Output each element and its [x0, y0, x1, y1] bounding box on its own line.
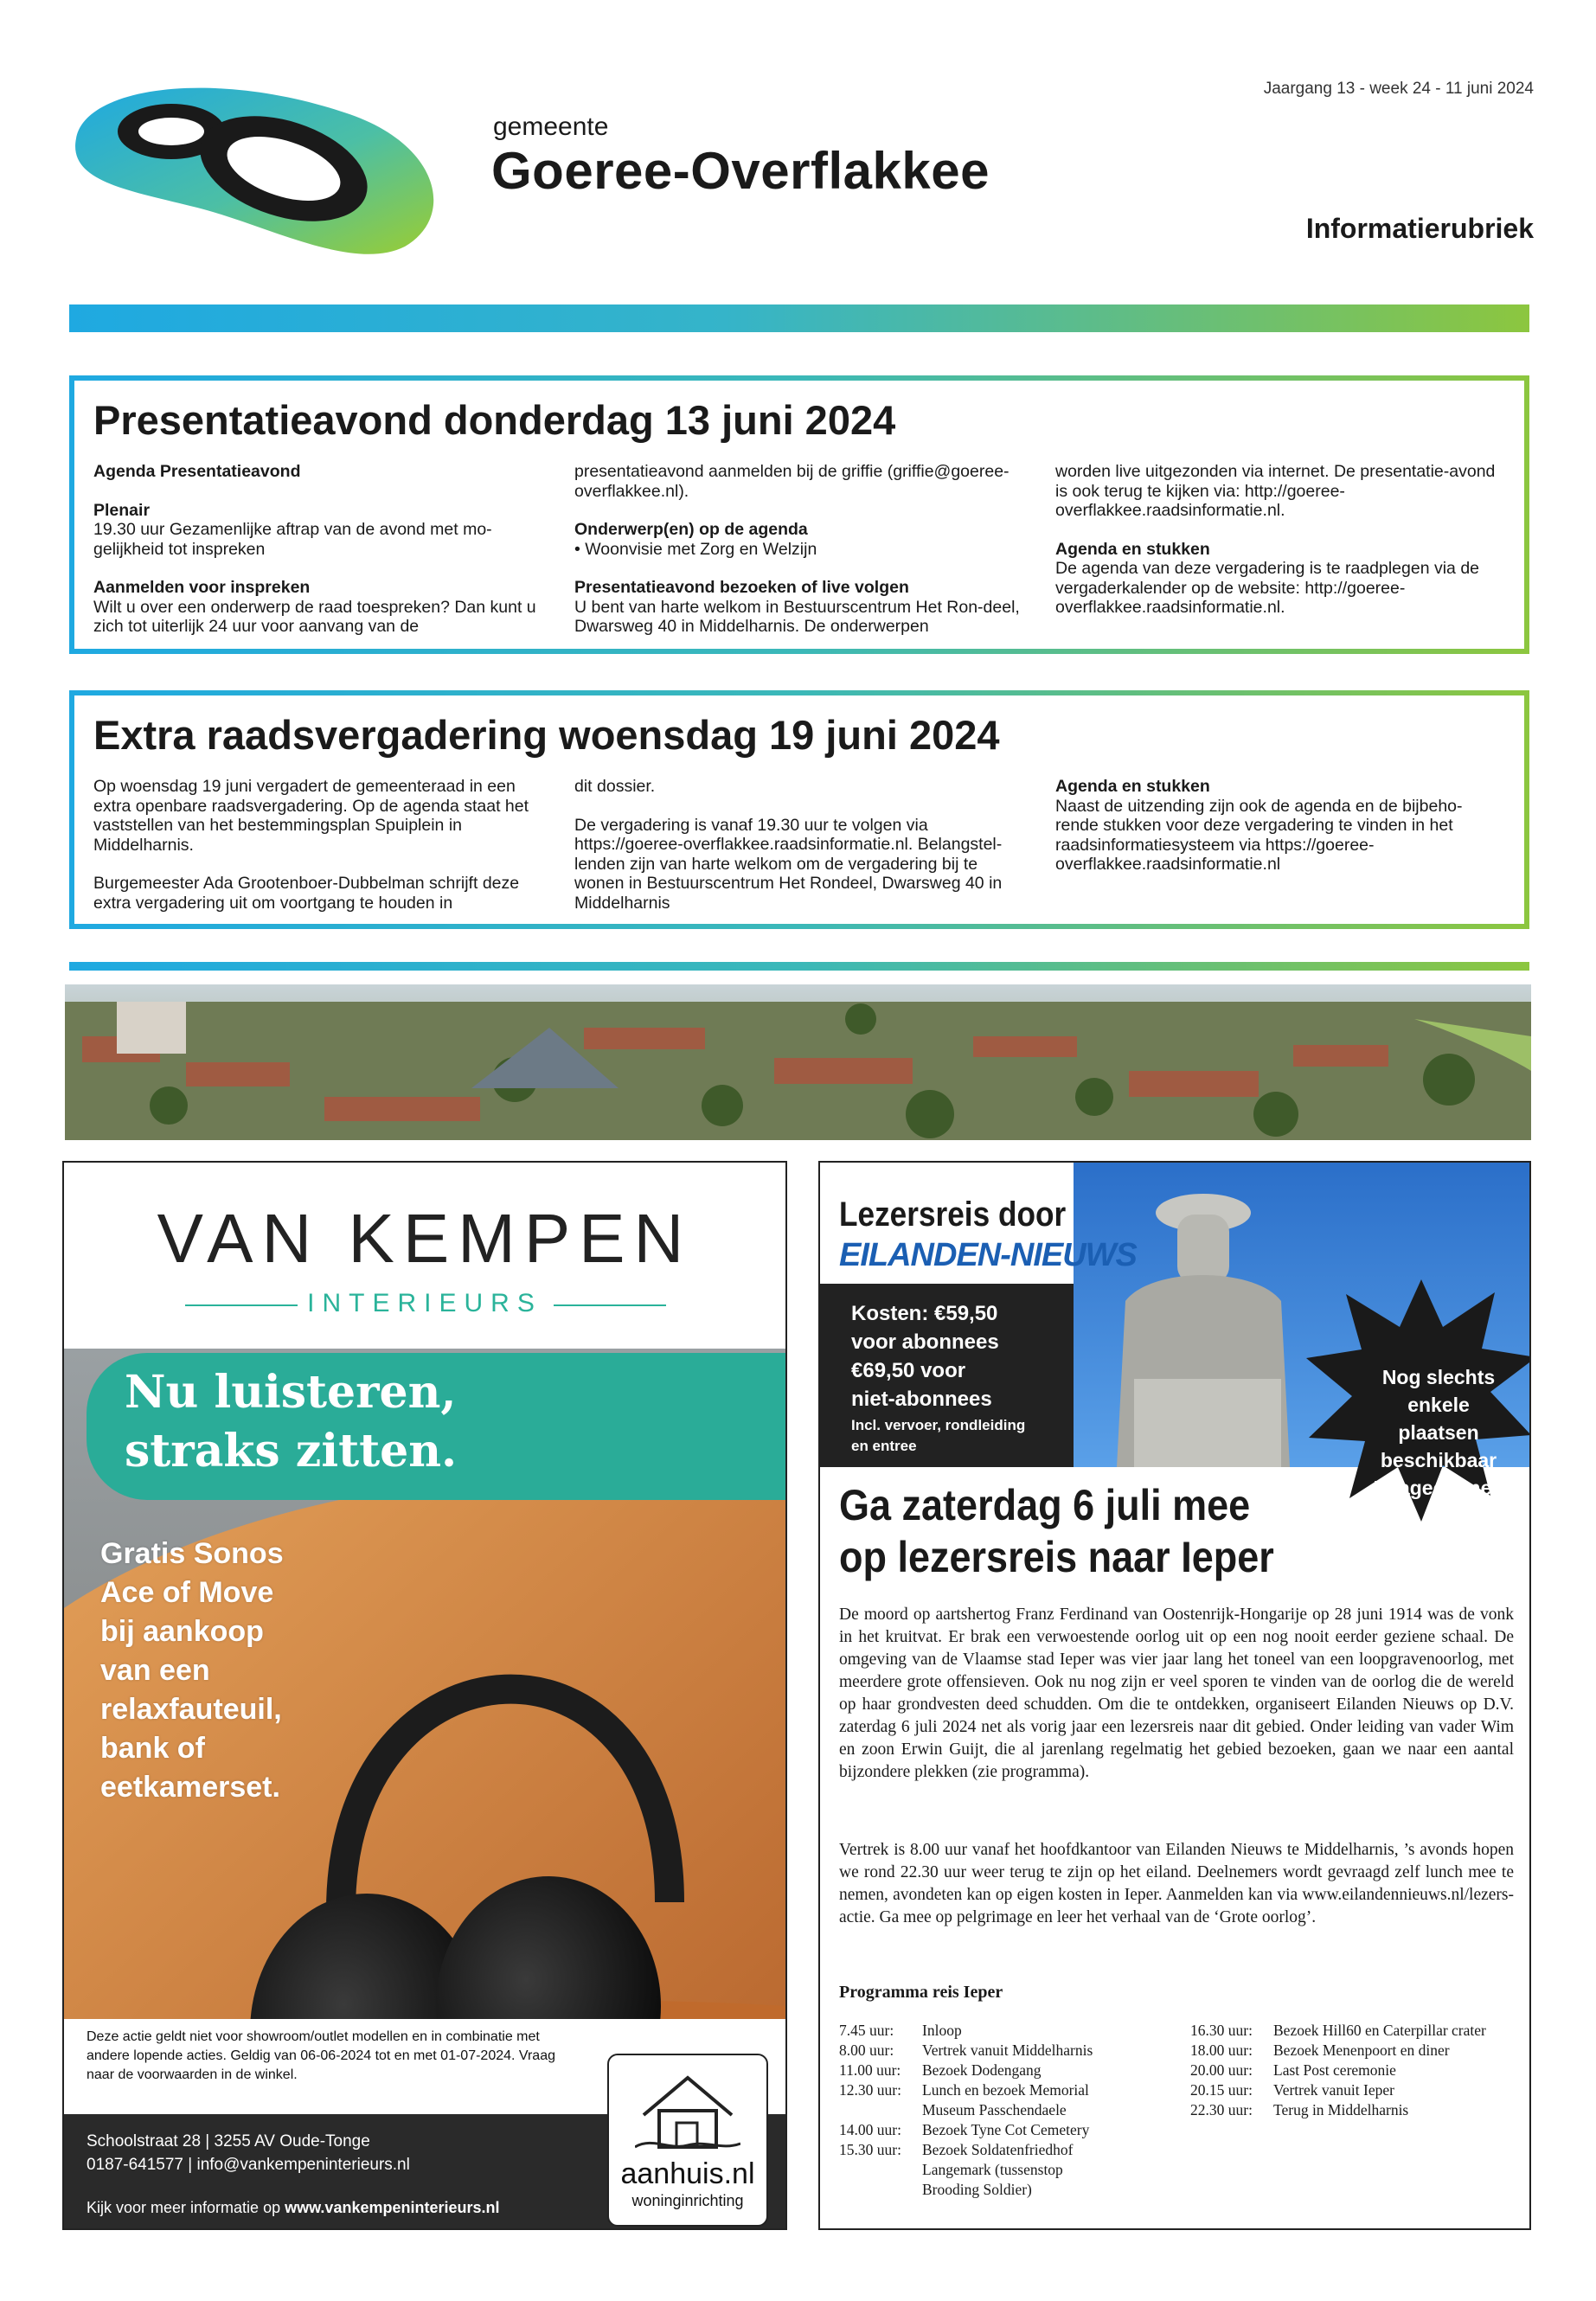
rubric-title: Informatierubriek — [1305, 213, 1534, 244]
org-name-large: Goeree-Overflakkee — [491, 142, 990, 200]
cost-text — [851, 1299, 999, 1413]
box-title: Extra raadsvergadering woensdag 19 juni 2024 — [93, 712, 1000, 758]
cost-includes — [851, 1415, 1025, 1457]
starburst-line: Reageer snel! — [1373, 1477, 1504, 1499]
program-time: 18.00 uur: — [1190, 2041, 1253, 2059]
newspaper-brand: EILANDEN-NIEUWS — [839, 1237, 1137, 1273]
website-link[interactable]: www.vankempeninterieurs.nl — [285, 2199, 500, 2216]
list-item — [839, 2140, 1173, 2200]
offer-text — [100, 1535, 284, 1807]
list-item — [1190, 2100, 1524, 2120]
program-time: 14.00 uur: — [839, 2121, 901, 2138]
program-desc: Vertrek vanuit Middelharnis — [922, 2041, 1093, 2059]
dossier-text: dit dossier. — [574, 777, 656, 796]
org-name-small: gemeente — [493, 112, 609, 141]
program-desc: Bezoek Soldatenfriedhof Langemark (tussenstop Brooding Soldier) — [922, 2141, 1074, 2198]
program-desc: Bezoek Dodengang — [922, 2061, 1042, 2079]
offer-line: Gratis Sonos — [100, 1537, 284, 1570]
aanhuis-name: aanhuis.nl — [620, 2157, 755, 2190]
starburst-line: Nog slechts — [1381, 1366, 1496, 1388]
headline-line-1: Nu luisteren, — [125, 1366, 457, 1419]
program-desc: Inloop — [922, 2022, 962, 2039]
offer-line: relaxfauteuil, — [100, 1693, 282, 1726]
stukken-text: Naast de uitzending zijn ook de agenda en de bijbeho-rende stukken voor deze vergadering te vinden in het raadsinformatiesysteem via https://goeree-overflakkee.raadsinformatie.nl — [1055, 796, 1463, 874]
box-title: Presentatieavond donderdag 13 juni 2024 — [93, 397, 896, 443]
website-prefix: Kijk voor meer informatie op — [87, 2199, 285, 2216]
vankempen-advertisement[interactable] — [62, 1161, 787, 2230]
starburst-line: enkele plaatsen — [1398, 1394, 1479, 1444]
follow-text: De vergadering is vanaf 19.30 uur te volgen via https://goeree-overflakkee.raadsinformatie.nl. Belangstel-lenden zijn van harte welkom om de vergadering bij te wonen in Bestuurscentrum Het Rondeel, Dwarsweg 40 in Middelharnis — [574, 815, 1003, 913]
list-item — [1190, 2021, 1524, 2041]
list-item — [839, 2021, 1173, 2041]
column-1 — [93, 777, 542, 932]
onderwerp-heading: Onderwerp(en) op de agenda — [574, 520, 808, 539]
offer-line: Ace of Move — [100, 1576, 274, 1609]
program-list-right — [1190, 2021, 1524, 2120]
list-item — [839, 2080, 1173, 2120]
stukken-text: De agenda van deze vergadering is te raadplegen via de vergaderkalender op de website: http://goeree-overflakkee.raadsinformatie.nl. — [1055, 559, 1480, 617]
program-list-left — [839, 2021, 1173, 2200]
program-desc: Vertrek vanuit Ieper — [1273, 2081, 1394, 2099]
cost-includes-line: Incl. vervoer, rondleiding — [851, 1417, 1026, 1433]
bezoeken-text: U bent van harte welkom in Bestuurscentrum Het Ron-deel, Dwarsweg 40 in Middelharnis. De onderwerpen — [574, 597, 1020, 636]
header-gradient-bar — [69, 304, 1529, 332]
presentation-evening-box — [69, 375, 1529, 654]
headline-line-2: straks zitten. — [125, 1425, 458, 1477]
stukken-heading: Agenda en stukken — [1055, 539, 1210, 559]
program-desc: Bezoek Hill60 en Caterpillar crater — [1273, 2022, 1486, 2039]
trip-body-1: De moord op aartshertog Franz Ferdinand van Oostenrijk-Hongarije op 28 juni 1914 was de vonk in het kruitvat. Er brak een verwoestende oorlog uit op een nog nooit eerder geziene schaal. De omgeving van de Vlaamse stad Ieper was vier jaar lang het toneel van een loopgravenoorlog, met meerdere grote offensieven. Ook nu nog zijn er veel sporen te vinden van de oorlog die de wereld op haar grondvesten deed schudden. Om die te ontdekken, organiseert Eilanden Nieuws op D.V. zaterdag 6 juli 2024 net als vorig jaar een lezersreis naar dit gebied. Onder leiding van vader Wim en zoon Erwin Guijt, die al jarenlang regelmatig het gebied bezoeken, gaan we naar een aantal bijzondere plekken (zie programma). — [839, 1606, 1514, 1781]
separator-gradient-bar — [69, 962, 1529, 971]
program-time: 22.30 uur: — [1190, 2101, 1253, 2118]
vankempen-brand: VAN KEMPEN — [157, 1200, 693, 1277]
program-time: 12.30 uur: — [839, 2081, 901, 2099]
headline-line-2: op lezersreis naar Ieper — [839, 1533, 1274, 1581]
mayor-text: Burgemeester Ada Grootenboer-Dubbelman schrijft deze extra vergadering uit om voortgang te houden in — [93, 874, 520, 913]
cost-line: niet-abonnees — [851, 1388, 992, 1411]
list-item — [839, 2041, 1173, 2061]
column-3 — [1055, 462, 1503, 637]
cost-line: voor abonnees — [851, 1330, 999, 1354]
lezersreis-advertisement[interactable] — [818, 1161, 1531, 2230]
program-desc: Lunch en bezoek Memorial Museum Passchendaele — [922, 2081, 1089, 2118]
griffie-text: presentatieavond aanmelden bij de griffie (griffie@goeree-overflakkee.nl). — [574, 462, 1010, 501]
house-icon — [635, 2067, 740, 2154]
vankempen-sub: INTERIEURS — [307, 1289, 542, 1317]
contact-info — [87, 2130, 410, 2176]
aanhuis-logo — [607, 2054, 768, 2227]
column-2 — [574, 462, 1022, 656]
list-item — [839, 2120, 1173, 2140]
list-item — [1190, 2061, 1524, 2080]
website-line — [87, 2199, 500, 2217]
program-desc: Bezoek Tyne Cot Cemetery — [922, 2121, 1090, 2138]
program-time: 16.30 uur: — [1190, 2022, 1253, 2039]
offer-line: bij aankoop — [100, 1615, 264, 1648]
divider-right — [554, 1304, 666, 1306]
list-item — [1190, 2080, 1524, 2100]
meeting-intro: Op woensdag 19 juni vergadert de gemeenteraad in een extra openbare raadsvergadering. Op de agenda staat het vaststellen van het bestemmingsplan Spuiplein in Middelharnis. — [93, 777, 529, 855]
program-time: 7.45 uur: — [839, 2022, 894, 2039]
agenda-heading: Agenda Presentatieavond — [93, 462, 301, 481]
column-1 — [93, 462, 542, 656]
program-time: 11.00 uur: — [839, 2061, 901, 2079]
offer-line: eetkamerset. — [100, 1771, 280, 1804]
program-time: 20.15 uur: — [1190, 2081, 1253, 2099]
cost-includes-line: en entree — [851, 1438, 917, 1454]
column-2 — [574, 777, 1022, 932]
headline-line-1: Ga zaterdag 6 juli mee — [839, 1481, 1251, 1529]
program-desc: Bezoek Menenpoort en diner — [1273, 2041, 1450, 2059]
list-item — [1190, 2041, 1524, 2061]
plenair-text: 19.30 uur Gezamenlijke aftrap van de avond met mo-gelijkheid tot inspreken — [93, 520, 492, 559]
program-desc: Terug in Middelharnis — [1273, 2101, 1409, 2118]
inspreken-heading: Aanmelden voor inspreken — [93, 578, 311, 597]
list-item — [839, 2061, 1173, 2080]
address: Schoolstraat 28 | 3255 AV Oude-Tonge — [87, 2132, 370, 2150]
program-time: 8.00 uur: — [839, 2041, 894, 2059]
trip-body-2: Vertrek is 8.00 uur vanaf het hoofdkantoor van Eilanden Nieuws te Middelharnis, ’s avonds hopen we rond 22.30 uur weer terug te zijn op het eiland. Deelnemers wordt gevraagd zelf lunch mee te nemen, avondeten kan op eigen kosten in Ieper. Aanmelden kan via www.eilandennieuws.nl/lezers-actie. Ga mee op pelgrimage en leer het verhaal van de ‘Grote oorlog’. — [839, 1841, 1514, 1926]
headline-text — [125, 1363, 457, 1481]
livestream-text: worden live uitgezonden via internet. De presentatie-avond is ook terug te kijken via: http://goeree-overflakkee.raadsinformatie.nl. — [1055, 462, 1496, 520]
program-title: Programma reis Ieper — [839, 1983, 1003, 2002]
municipality-logo — [67, 78, 448, 260]
lezersreis-title: Lezersreis door — [839, 1195, 1067, 1234]
program-time: 20.00 uur: — [1190, 2061, 1253, 2079]
cost-line: Kosten: €59,50 — [851, 1302, 998, 1325]
stukken-heading: Agenda en stukken — [1055, 777, 1210, 796]
extra-council-meeting-box — [69, 690, 1529, 929]
program-desc: Last Post ceremonie — [1273, 2061, 1396, 2079]
inspreken-text: Wilt u over een onderwerp de raad toespreken? Dan kunt u zich tot uiterlijk 24 uur voor aanvang van de — [93, 597, 536, 636]
offer-line: van een — [100, 1654, 210, 1687]
aerial-town-photo — [65, 984, 1531, 1140]
trip-headline — [839, 1479, 1477, 1583]
column-3 — [1055, 777, 1503, 894]
edition-line: Jaargang 13 - week 24 - 11 juni 2024 — [1263, 80, 1534, 98]
cost-line: €69,50 voor — [851, 1359, 966, 1382]
disclaimer: Deze actie geldt niet voor showroom/outlet modellen en in combinatie met andere lopende acties. Geldig van 06-06-2024 tot en met 01-07-2024. Vraag naar de voorwaarden in de winkel. — [87, 2029, 555, 2082]
starburst-line: beschikbaar — [1380, 1449, 1497, 1471]
aanhuis-sub: woninginrichting — [631, 2192, 744, 2209]
offer-line: bank of — [100, 1732, 205, 1765]
program-time: 15.30 uur: — [839, 2141, 901, 2158]
plenair-heading: Plenair — [93, 500, 151, 520]
bezoeken-heading: Presentatieavond bezoeken of live volgen — [574, 578, 909, 597]
onderwerp-item: • Woonvisie met Zorg en Welzijn — [574, 539, 817, 559]
phone-email[interactable]: 0187-641577 | info@vankempeninterieurs.nl — [87, 2156, 410, 2174]
